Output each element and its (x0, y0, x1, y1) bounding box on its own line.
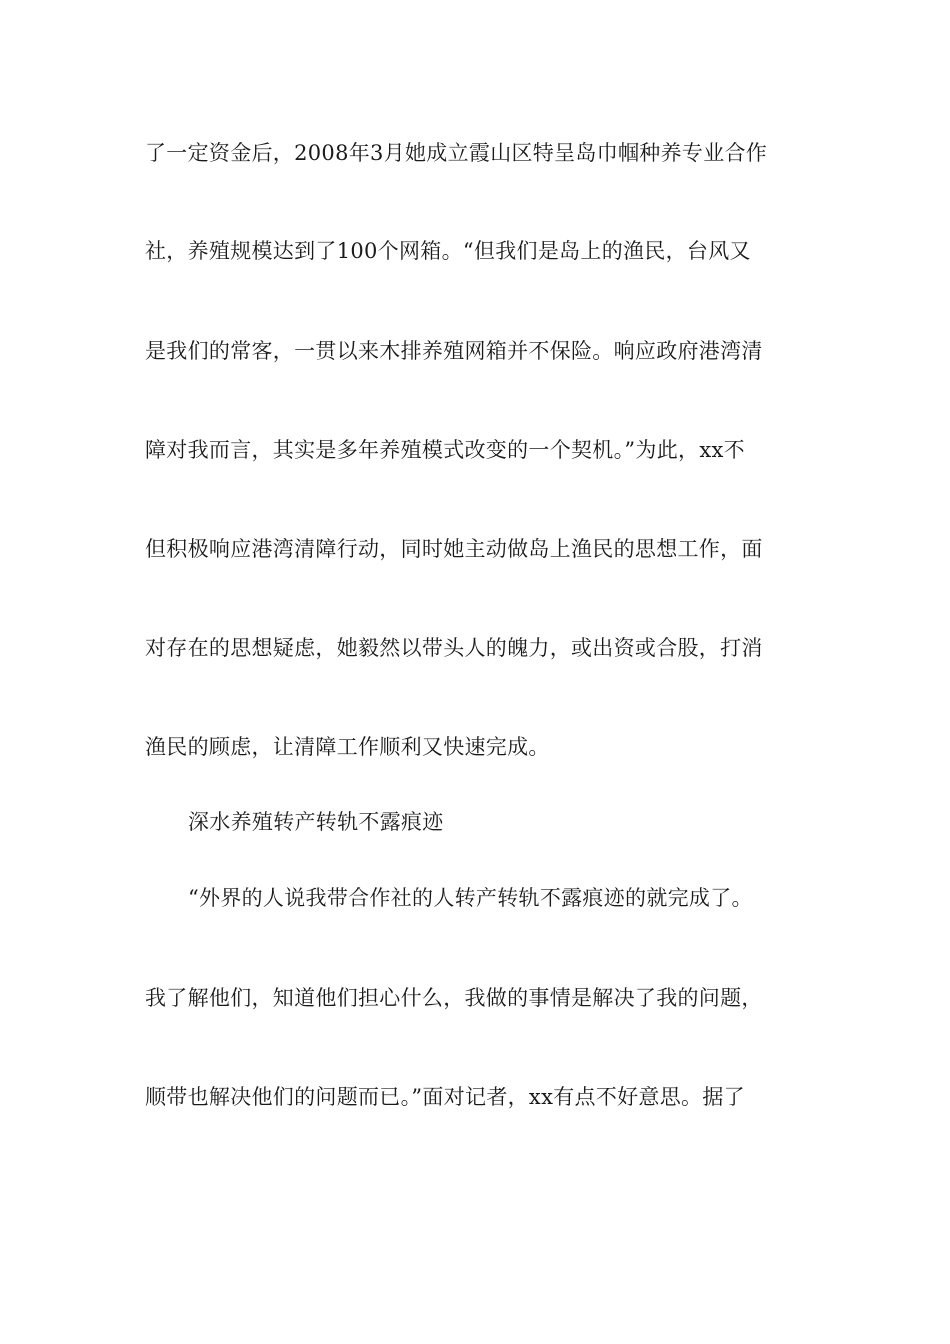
text-line: 渔民的顾虑，让清障工作顺利又快速完成。 (145, 735, 550, 759)
text-line: 障对我而言，其实是多年养殖模式改变的一个契机。”为此，xx不 (145, 438, 745, 462)
text-line: 社，养殖规模达到了100个网箱。“但我们是岛上的渔民，台风又 (145, 239, 751, 263)
text-line: 对存在的思想疑虑，她毅然以带头人的魄力，或出资或合股，打消 (145, 636, 763, 660)
text-line: 但积极响应港湾清障行动，同时她主动做岛上渔民的思想工作，面 (145, 537, 763, 561)
text-line: “外界的人说我带合作社的人转产转轨不露痕迹的就完成了。 (188, 886, 753, 910)
section-heading: 深水养殖转产转轨不露痕迹 (188, 810, 444, 834)
text-line: 我了解他们，知道他们担心什么，我做的事情是解决了我的问题， (145, 986, 763, 1010)
text-line: 是我们的常客，一贯以来木排养殖网箱并不保险。响应政府港湾清 (145, 339, 763, 363)
text-line: 了一定资金后，2008年3月她成立霞山区特呈岛巾帼种养专业合作 (145, 141, 768, 165)
text-line: 顺带也解决他们的问题而已。”面对记者，xx有点不好意思。据了 (145, 1085, 745, 1109)
